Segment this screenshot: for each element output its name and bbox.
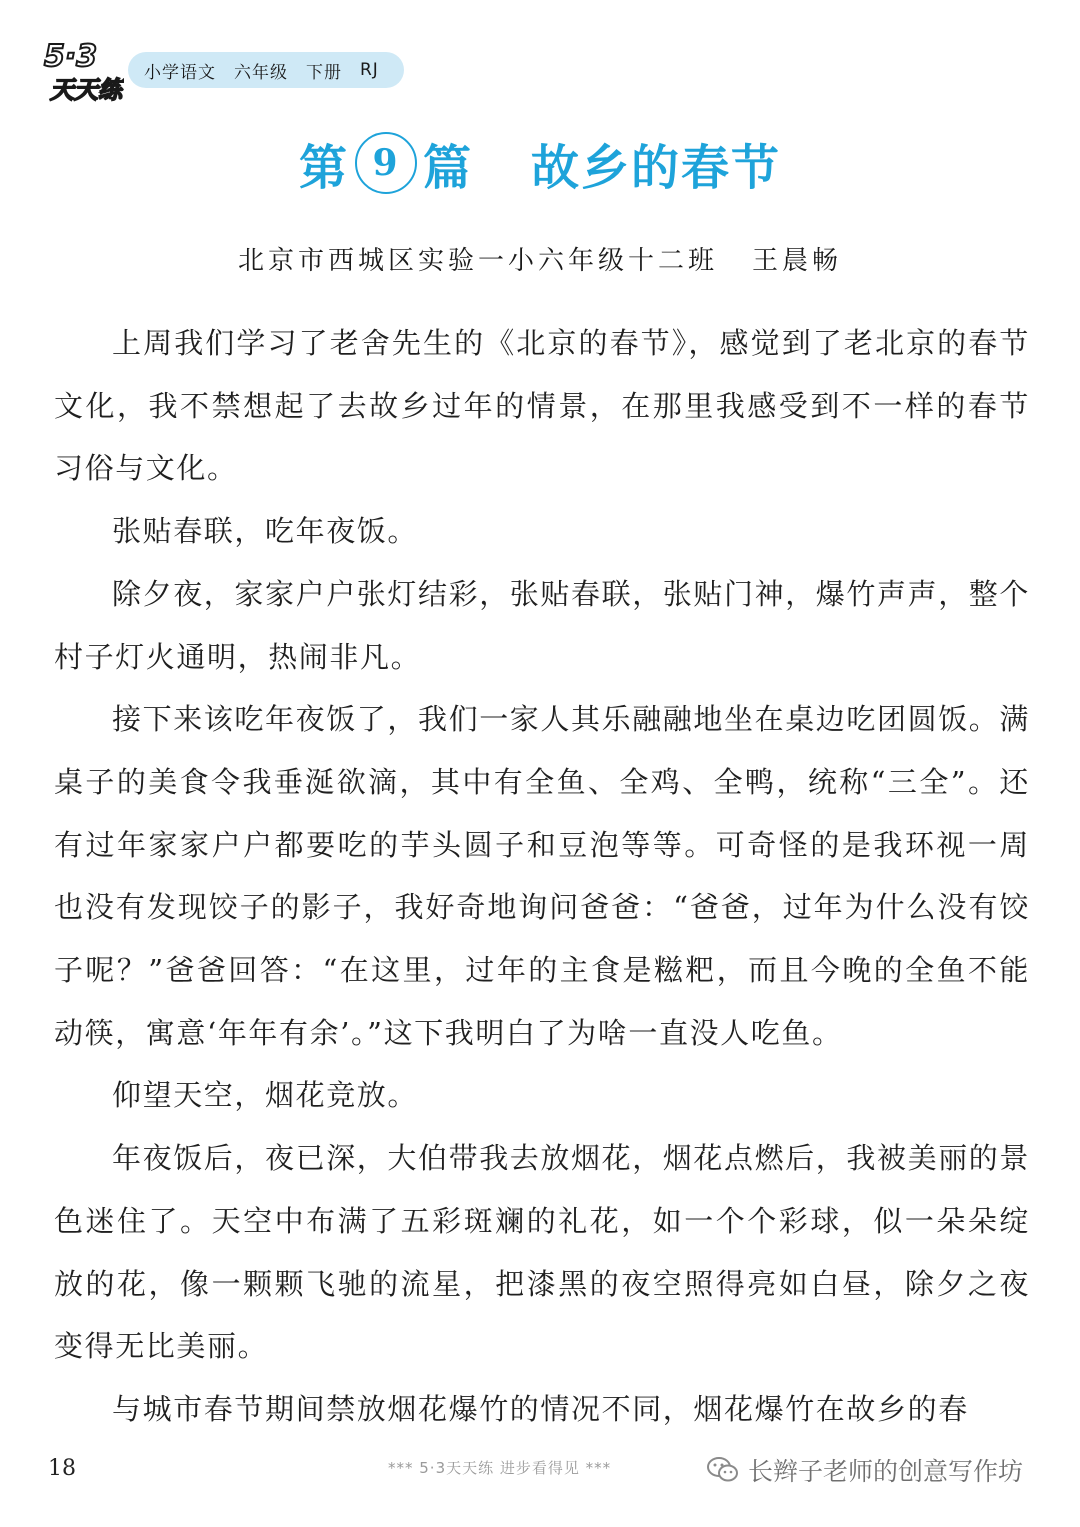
author-school: 北京市西城区实验一小六年级十二班 bbox=[237, 246, 718, 276]
byline bbox=[0, 240, 1080, 277]
wechat-icon bbox=[706, 1455, 740, 1485]
edition-tag: RJ bbox=[360, 60, 379, 80]
author-name: 王晨畅 bbox=[752, 246, 843, 276]
watermark-text: 长辫子老师的创意写作坊 bbox=[748, 1457, 1024, 1486]
article-body bbox=[54, 312, 1030, 1441]
paragraph: 除夕夜，家家户户张灯结彩，张贴春联，张贴门神，爆竹声声，整个村子灯火通明，热闹非凡。 bbox=[54, 576, 1031, 674]
grade-tag: 六年级 bbox=[234, 62, 288, 83]
paragraph: 年夜饭后，夜已深，大伯带我去放烟花，烟花点燃后，我被美丽的景色迷住了。天空中布满了五彩斑斓的礼花，如一个个彩球，似一朵朵绽放的花，像一颗颗飞驰的流星，把漆黑的夜空照得亮如白昼，除夕之夜变得无比美丽。 bbox=[54, 1141, 1031, 1364]
wechat-watermark bbox=[706, 1450, 1023, 1490]
article-number-badge: 9 bbox=[355, 132, 417, 194]
subject-tag: 小学语文 bbox=[144, 62, 216, 83]
svg-text:天天练: 天天练 bbox=[50, 76, 122, 104]
svg-text:5·3: 5·3 bbox=[44, 39, 98, 74]
article-title bbox=[0, 128, 1080, 198]
volume-tag: 下册 bbox=[306, 62, 342, 83]
paragraph: 接下来该吃年夜饭了，我们一家人其乐融融地坐在桌边吃团圆饭。满桌子的美食令我垂涎欲滴，其中有全鱼、全鸡、全鸭，统称“三全”。还有过年家家户户都要吃的芋头圆子和豆泡等等。可奇怪的是我环视一周也没有发现饺子的影子，我好奇地询问爸爸：“爸爸，过年为什么没有饺子呢？”爸爸回答：“在这里，过年的主食是糍粑，而且今晚的全鱼不能动筷，寓意‘年年有余’。”这下我明白了为啥一直没人吃鱼。 bbox=[54, 702, 1031, 1050]
paragraph: 与城市春节期间禁放烟花爆竹的情况不同，烟花爆竹在故乡的春 bbox=[112, 1391, 969, 1426]
title-prefix: 第 bbox=[298, 139, 349, 196]
page-number: 18 bbox=[48, 1456, 76, 1481]
paragraph: 张贴春联，吃年夜饭。 bbox=[112, 514, 419, 549]
footer-slogan: *** 5·3天天练 进步看得见 *** bbox=[388, 1459, 612, 1477]
brand-logo bbox=[40, 36, 124, 106]
paragraph: 仰望天空，烟花竞放。 bbox=[112, 1078, 419, 1113]
title-suffix: 篇 bbox=[422, 139, 473, 196]
subject-tag-bar bbox=[128, 52, 404, 88]
title-main: 故乡的春节 bbox=[531, 139, 782, 196]
paragraph: 上周我们学习了老舍先生的《北京的春节》，感觉到了老北京的春节文化，我不禁想起了去故乡过年的情景，在那里我感受到不一样的春节习俗与文化。 bbox=[54, 326, 1030, 486]
